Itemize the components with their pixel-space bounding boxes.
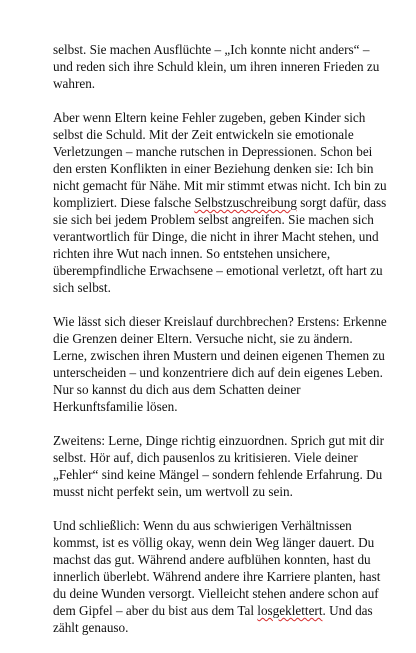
paragraph-1 [53,41,393,92]
paragraph-3 [53,313,393,415]
text-line: dem Gipfel – aber du bist aus dem Tal [53,603,258,618]
document-body[interactable] [53,41,393,653]
text-line: sich selbst. [53,280,111,295]
text-line: selbst die Schuld. Mit der Zeit entwickeln sie emotionale [53,127,354,142]
text-line: selbst. Hör auf, dich pausenlos zu kritisieren. Viele deiner [53,450,358,465]
text-line: sorgt dafür, dass [300,195,387,210]
text-line: und reden sich ihre Schuld klein, um ihren inneren Frieden zu [53,59,380,74]
text-line: den ersten Konflikten in einer Beziehung denken sie: Ich bin [53,161,374,176]
paragraph-2 [53,109,393,296]
text-line: richten ihre Wut nach innen. So entstehen unsichere, [53,246,331,261]
text-line: kommst, ist es völlig okay, wenn dein Weg länger dauert. Du [53,535,375,550]
text-line: Lerne, zwischen ihren Mustern und deinen eigenen Themen zu [53,348,385,363]
text-line: innerlich überlebt. Während andere ihre Karriere planten, hast [53,569,381,584]
text-line: machst das gut. Während andere aufblühen konnten, hast du [53,552,371,567]
text-line: Nur so kannst du dich aus dem Schatten deiner [53,382,301,397]
text-line: unterscheiden – und konzentriere dich auf dein eigenes Leben. [53,365,383,380]
text-line: Verletzungen – manche rutschen in Depressionen. Schon bei [53,144,373,159]
misspelled-word[interactable]: Selbstzuschreibung [194,195,297,210]
text-line: Wie lässt sich dieser Kreislauf durchbrechen? Erstens: Erkenne [53,314,387,329]
text-line: du deine Wunden versorgt. Vielleicht stehen andere schon auf [53,586,379,601]
text-line: Herkunftsfamilie lösen. [53,399,178,414]
text-line: die Grenzen deiner Eltern. Versuche nicht, sie zu ändern. [53,331,353,346]
misspelled-word[interactable]: losgeklettert [257,603,323,618]
text-line: sie sich bei jedem Problem selbst angreifen. Sie machen sich [53,212,374,227]
text-line: überempfindliche Erwachsene – emotional verletzt, oft hart zu [53,263,383,278]
paragraph-4 [53,432,393,500]
text-line: zählt genauso. [53,620,129,635]
text-line: kompliziert. Diese falsche [53,195,195,210]
text-line: nicht gemacht für Nähe. Mit mir stimmt etwas nicht. Ich bin zu [53,178,387,193]
text-line: Zweitens: Lerne, Dinge richtig einzuordnen. Sprich gut mit dir [53,433,385,448]
text-line: Und schließlich: Wenn du aus schwierigen Verhältnissen [53,518,352,533]
text-line: musst nicht perfekt sein, um wertvoll zu sein. [53,484,293,499]
text-line: . Und das [322,603,373,618]
text-line: „Fehler“ sind keine Mängel – sondern fehlende Erfahrung. Du [53,467,383,482]
text-line: verantwortlich für Dinge, die nicht in ihrer Macht stehen, und [53,229,379,244]
text-line: selbst. Sie machen Ausflüchte – „Ich konnte nicht anders“ – [53,42,370,57]
paragraph-5 [53,517,393,636]
text-line: wahren. [53,76,96,91]
text-line: Aber wenn Eltern keine Fehler zugeben, geben Kinder sich [53,110,366,125]
